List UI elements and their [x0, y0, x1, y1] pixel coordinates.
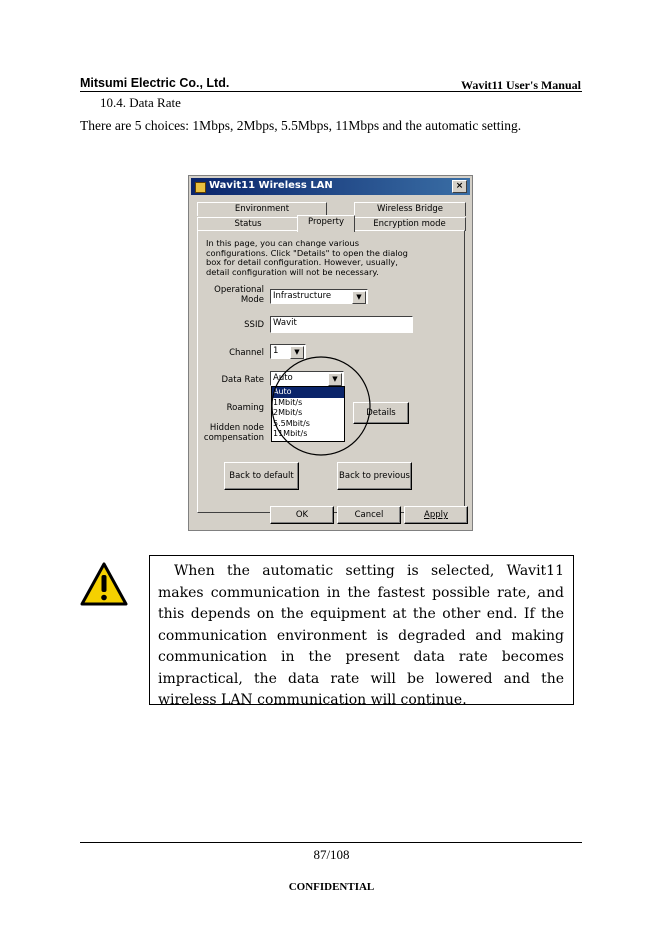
header-company: Mitsumi Electric Co., Ltd. — [80, 76, 230, 90]
details-button[interactable]: Details — [353, 402, 409, 424]
rate-option-auto[interactable]: Auto — [272, 387, 344, 398]
intro-paragraph: There are 5 choices: 1Mbps, 2Mbps, 5.5Mbps, 11Mbps and the automatic setting. — [80, 118, 522, 133]
warning-icon — [80, 562, 128, 606]
tab-environment[interactable]: Environment — [197, 202, 327, 216]
data-rate-label: Data Rate — [221, 375, 264, 385]
section-heading: 10.4. Data Rate — [100, 95, 181, 110]
data-rate-value: Auto — [273, 373, 293, 383]
hidden-node-label: Hidden node compensation — [203, 423, 264, 443]
panel-intro-text: In this page, you can change various configurations. Click "Details" to open the dialog box for detail configuration. However, usually, detail configuration will not be necessary. — [206, 238, 408, 277]
highlight-circle — [269, 354, 373, 458]
operational-mode-label: Operational Mode — [214, 285, 264, 305]
channel-value: 1 — [273, 346, 279, 356]
apply-button[interactable]: Apply — [404, 506, 468, 524]
tab-property[interactable]: Property — [297, 215, 355, 232]
ssid-input[interactable]: Wavit — [270, 316, 413, 333]
header-divider — [80, 91, 582, 92]
rate-option-5-5mbit[interactable]: 5.5Mbit/s — [273, 418, 310, 428]
app-icon — [195, 182, 206, 193]
chevron-down-icon[interactable]: ▼ — [352, 291, 366, 304]
tab-encryption-mode[interactable]: Encryption mode — [353, 217, 466, 231]
cancel-button[interactable]: Cancel — [337, 506, 401, 524]
ssid-label: SSID — [244, 320, 264, 330]
caution-text: When the automatic setting is selected, Wavit11 makes communication in the fastest possible rate, and this depends on the equipment at the other end. If the communication environment is degraded and making communication in the present data rate becomes impractical, the data rate will be lowered and the wireless LAN communication will continue. — [158, 563, 564, 708]
back-to-default-button[interactable]: Back to default — [224, 462, 299, 490]
tab-status[interactable]: Status — [197, 217, 299, 231]
close-icon[interactable]: × — [452, 180, 467, 193]
confidential-label: CONFIDENTIAL — [288, 881, 375, 893]
rate-option-2mbit[interactable]: 2Mbit/s — [273, 408, 303, 418]
roaming-label: Roaming — [226, 403, 264, 413]
rate-option-1mbit[interactable]: 1Mbit/s — [273, 397, 303, 407]
caution-box — [149, 555, 574, 708]
tab-wireless-bridge[interactable]: Wireless Bridge — [354, 202, 466, 216]
footer-divider — [80, 842, 582, 843]
operational-mode-value: Infrastructure — [273, 291, 332, 301]
ok-button[interactable]: OK — [270, 506, 334, 524]
chevron-down-icon[interactable]: ▼ — [328, 373, 342, 386]
header-manual-title: Wavit11 User's Manual — [460, 78, 581, 92]
rate-option-11mbit[interactable]: 11Mbit/s — [273, 429, 308, 439]
dialog-title-bar[interactable] — [191, 178, 470, 195]
wireless-lan-dialog — [188, 175, 473, 531]
dialog-title: Wavit11 Wireless LAN — [209, 180, 333, 191]
page-number: 87/108 — [313, 847, 350, 862]
channel-label: Channel — [229, 348, 264, 358]
chevron-down-icon[interactable]: ▼ — [290, 346, 304, 359]
back-to-previous-button[interactable]: Back to previous — [337, 462, 412, 490]
operational-mode-select[interactable] — [270, 289, 368, 304]
